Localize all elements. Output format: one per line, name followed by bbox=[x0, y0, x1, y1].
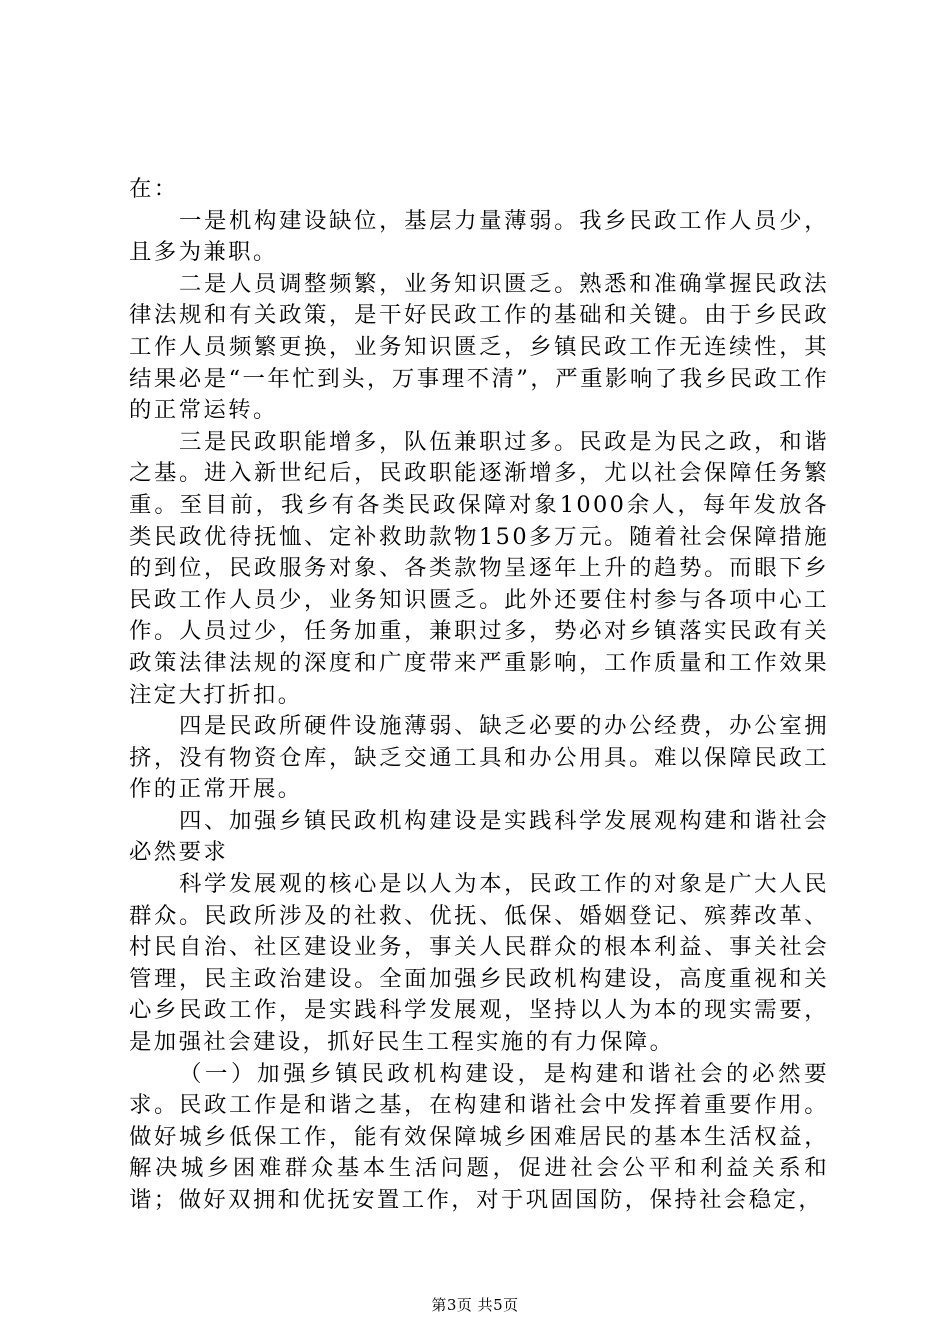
document-body bbox=[129, 174, 829, 1217]
paragraph-subsection-one: （一）加强乡镇民政机构建设，是构建和谐社会的必然要求。民政工作是和谐之基，在构建和谐社会中发挥着重要作用。做好城乡低保工作，能有效保障城乡困难居民的基本生活权益，解决城乡困难群众基本生活问题，促进社会公平和利益关系和谐；做好双拥和优抚安置工作，对于巩固国防，保持社会稳定， bbox=[129, 1060, 829, 1213]
paragraph-scientific-development: 科学发展观的核心是以人为本，民政工作的对象是广大人民群众。民政所涉及的社救、优抚、低保、婚姻登记、殡葬改革、村民自治、社区建设业务，事关人民群众的根本利益、事关社会管理，民主政治建设。全面加强乡民政机构建设，高度重视和关心乡民政工作，是实践科学发展观，坚持以人为本的现实需要，是加强社会建设，抓好民生工程实施的有力保障。 bbox=[129, 871, 829, 1056]
paragraph-intro: 在： bbox=[129, 176, 179, 202]
paragraph-item-three: 三是民政职能增多，队伍兼职过多。民政是为民之政，和谐之基。进入新世纪后，民政职能逐渐增多，尤以社会保障任务繁重。至目前，我乡有各类民政保障对象1000余人，每年发放各类民政优待抚恤、定补救助款物150多万元。随着社会保障措施的到位，民政服务对象、各类款物呈逐年上升的趋势。而眼下乡民政工作人员少，业务知识匮乏。此外还要住村参与各项中心工作。人员过少，任务加重，兼职过多，势必对乡镇落实民政有关政策法律法规的深度和广度带来严重影响，工作质量和工作效果注定大打折扣。 bbox=[129, 428, 829, 708]
paragraph-item-four: 四是民政所硬件设施薄弱、缺乏必要的办公经费，办公室拥挤，没有物资仓库，缺乏交通工具和办公用具。难以保障民政工作的正常开展。 bbox=[129, 713, 829, 803]
paragraph-item-two: 二是人员调整频繁，业务知识匮乏。熟悉和准确掌握民政法律法规和有关政策，是干好民政工作的基础和关键。由于乡民政工作人员频繁更换，业务知识匮乏，乡镇民政工作无连续性，其结果必是“一年忙到头，万事理不清”，严重影响了我乡民政工作的正常运转。 bbox=[129, 270, 829, 424]
section-heading-four: 四、加强乡镇民政机构建设是实践科学发展观构建和谐社会必然要求 bbox=[129, 807, 829, 866]
page-number-footer: 第3页 共5页 bbox=[431, 1296, 519, 1314]
paragraph-item-one: 一是机构建设缺位，基层力量薄弱。我乡民政工作人员少，且多为兼职。 bbox=[129, 207, 829, 266]
